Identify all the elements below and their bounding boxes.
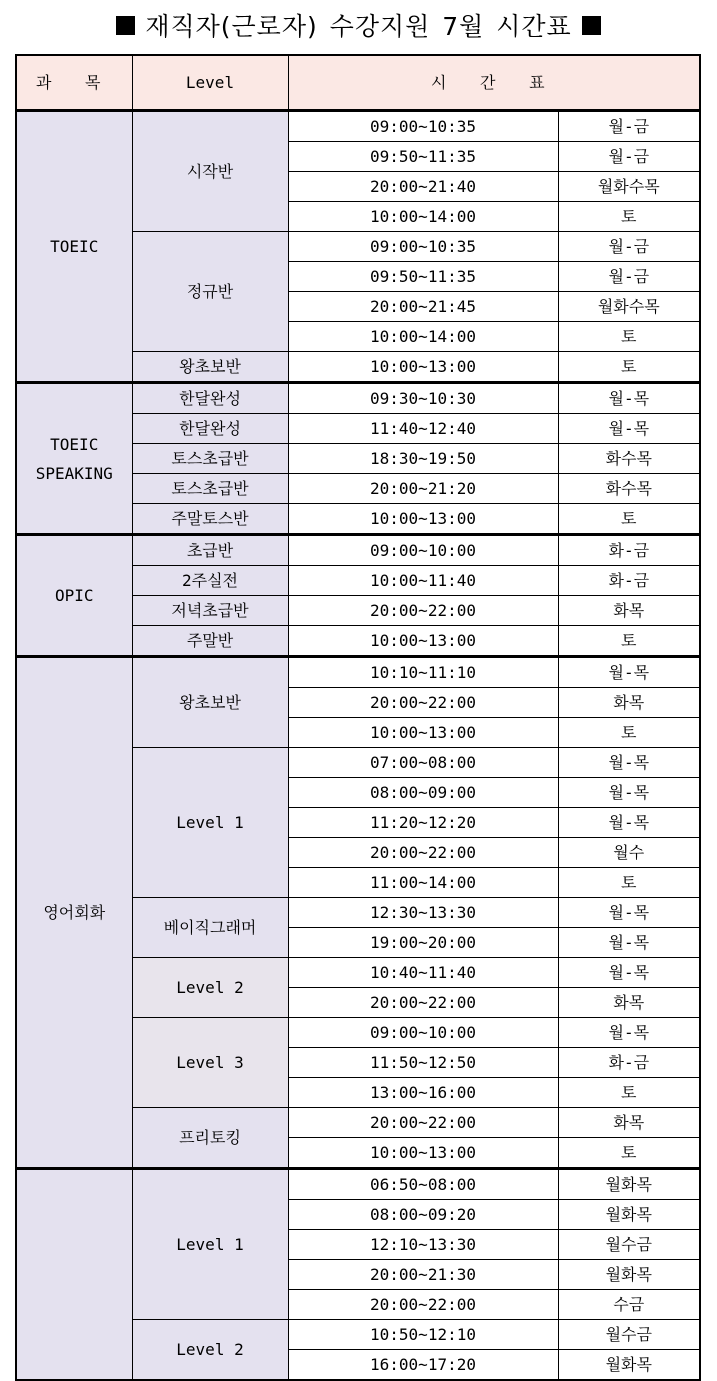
time-cell: 20:00~22:00 [288,1108,558,1138]
days-cell: 화-금 [558,535,700,566]
days-cell: 월화목 [558,1200,700,1230]
time-cell: 09:00~10:35 [288,232,558,262]
time-cell: 20:00~21:45 [288,292,558,322]
time-cell: 10:00~14:00 [288,202,558,232]
time-cell: 10:40~11:40 [288,958,558,988]
days-cell: 월-목 [558,383,700,414]
subject-cell: OPIC [16,535,132,657]
time-cell: 09:00~10:35 [288,111,558,142]
days-cell: 월-금 [558,142,700,172]
time-cell: 08:00~09:20 [288,1200,558,1230]
days-cell: 월-금 [558,232,700,262]
time-cell: 12:10~13:30 [288,1230,558,1260]
table-row [16,535,700,566]
table-row [16,657,700,688]
days-cell: 월-목 [558,778,700,808]
days-cell: 월-목 [558,958,700,988]
days-cell: 화수목 [558,474,700,504]
days-cell: 화목 [558,988,700,1018]
time-cell: 10:00~11:40 [288,566,558,596]
time-cell: 10:00~13:00 [288,1138,558,1169]
level-cell: Level 3 [132,1018,288,1108]
days-cell: 토 [558,504,700,535]
time-cell: 13:00~16:00 [288,1078,558,1108]
days-cell: 월화목 [558,1350,700,1381]
days-cell: 월-목 [558,657,700,688]
level-cell: 초급반 [132,535,288,566]
days-cell: 월화수목 [558,292,700,322]
days-cell: 토 [558,1138,700,1169]
time-cell: 11:40~12:40 [288,414,558,444]
header-subject: 과 목 [16,55,132,111]
days-cell: 화-금 [558,1048,700,1078]
days-cell: 토 [558,718,700,748]
level-cell: 베이직그래머 [132,898,288,958]
time-cell: 12:30~13:30 [288,898,558,928]
days-cell: 화목 [558,1108,700,1138]
level-cell: Level 2 [132,958,288,1018]
table-row [16,111,700,142]
level-cell: 시작반 [132,111,288,232]
days-cell: 토 [558,1078,700,1108]
level-cell: Level 1 [132,748,288,898]
time-cell: 07:00~08:00 [288,748,558,778]
level-cell: 주말토스반 [132,504,288,535]
level-cell: 왕초보반 [132,657,288,748]
time-cell: 09:00~10:00 [288,1018,558,1048]
level-cell: 2주실전 [132,566,288,596]
days-cell: 화수목 [558,444,700,474]
time-cell: 10:00~13:00 [288,352,558,383]
level-cell: 저녁초급반 [132,596,288,626]
level-cell: 토스초급반 [132,474,288,504]
days-cell: 화목 [558,596,700,626]
timetable-body [16,111,700,1381]
time-cell: 09:30~10:30 [288,383,558,414]
level-cell: 토스초급반 [132,444,288,474]
table-row [16,1169,700,1200]
level-cell: 왕초보반 [132,352,288,383]
black-square-icon [582,16,601,35]
level-cell: Level 1 [132,1169,288,1320]
days-cell: 토 [558,868,700,898]
days-cell: 월-목 [558,808,700,838]
timetable [15,54,701,1381]
time-cell: 19:00~20:00 [288,928,558,958]
level-cell: 정규반 [132,232,288,352]
days-cell: 월-목 [558,1018,700,1048]
time-cell: 09:50~11:35 [288,262,558,292]
days-cell: 토 [558,626,700,657]
level-cell: 한달완성 [132,414,288,444]
days-cell: 월화수목 [558,172,700,202]
black-square-icon [116,16,135,35]
time-cell: 20:00~21:40 [288,172,558,202]
time-cell: 09:50~11:35 [288,142,558,172]
days-cell: 월-목 [558,898,700,928]
table-row [16,383,700,414]
subject-cell: 영어회화 [16,657,132,1169]
days-cell: 월-목 [558,748,700,778]
days-cell: 토 [558,352,700,383]
time-cell: 20:00~22:00 [288,838,558,868]
time-cell: 10:50~12:10 [288,1320,558,1350]
time-cell: 20:00~22:00 [288,1290,558,1320]
days-cell: 월-금 [558,262,700,292]
time-cell: 10:00~13:00 [288,626,558,657]
days-cell: 월화목 [558,1260,700,1290]
time-cell: 10:00~13:00 [288,718,558,748]
days-cell: 월화목 [558,1169,700,1200]
time-cell: 10:10~11:10 [288,657,558,688]
days-cell: 수금 [558,1290,700,1320]
days-cell: 토 [558,322,700,352]
time-cell: 20:00~22:00 [288,988,558,1018]
time-cell: 09:00~10:00 [288,535,558,566]
time-cell: 06:50~08:00 [288,1169,558,1200]
time-cell: 20:00~21:30 [288,1260,558,1290]
level-cell: 한달완성 [132,383,288,414]
time-cell: 11:00~14:00 [288,868,558,898]
level-cell: 프리토킹 [132,1108,288,1169]
days-cell: 화-금 [558,566,700,596]
subject-cell [16,1169,132,1381]
subject-cell: TOEIC SPEAKING [16,383,132,535]
header-row [16,55,700,111]
level-cell: 주말반 [132,626,288,657]
title-text: 재직자(근로자) 수강지원 7월 시간표 [145,12,572,41]
days-cell: 월수 [558,838,700,868]
time-cell: 10:00~13:00 [288,504,558,535]
time-cell: 11:50~12:50 [288,1048,558,1078]
days-cell: 토 [558,202,700,232]
time-cell: 20:00~22:00 [288,688,558,718]
subject-cell: TOEIC [16,111,132,383]
header-schedule: 시 간 표 [288,55,700,111]
days-cell: 화목 [558,688,700,718]
level-cell: Level 2 [132,1320,288,1381]
time-cell: 08:00~09:00 [288,778,558,808]
days-cell: 월수금 [558,1230,700,1260]
time-cell: 10:00~14:00 [288,322,558,352]
header-level: Level [132,55,288,111]
days-cell: 월-금 [558,111,700,142]
time-cell: 20:00~21:20 [288,474,558,504]
time-cell: 20:00~22:00 [288,596,558,626]
days-cell: 월-목 [558,928,700,958]
page-title [0,0,717,50]
time-cell: 11:20~12:20 [288,808,558,838]
time-cell: 18:30~19:50 [288,444,558,474]
time-cell: 16:00~17:20 [288,1350,558,1381]
days-cell: 월-목 [558,414,700,444]
days-cell: 월수금 [558,1320,700,1350]
